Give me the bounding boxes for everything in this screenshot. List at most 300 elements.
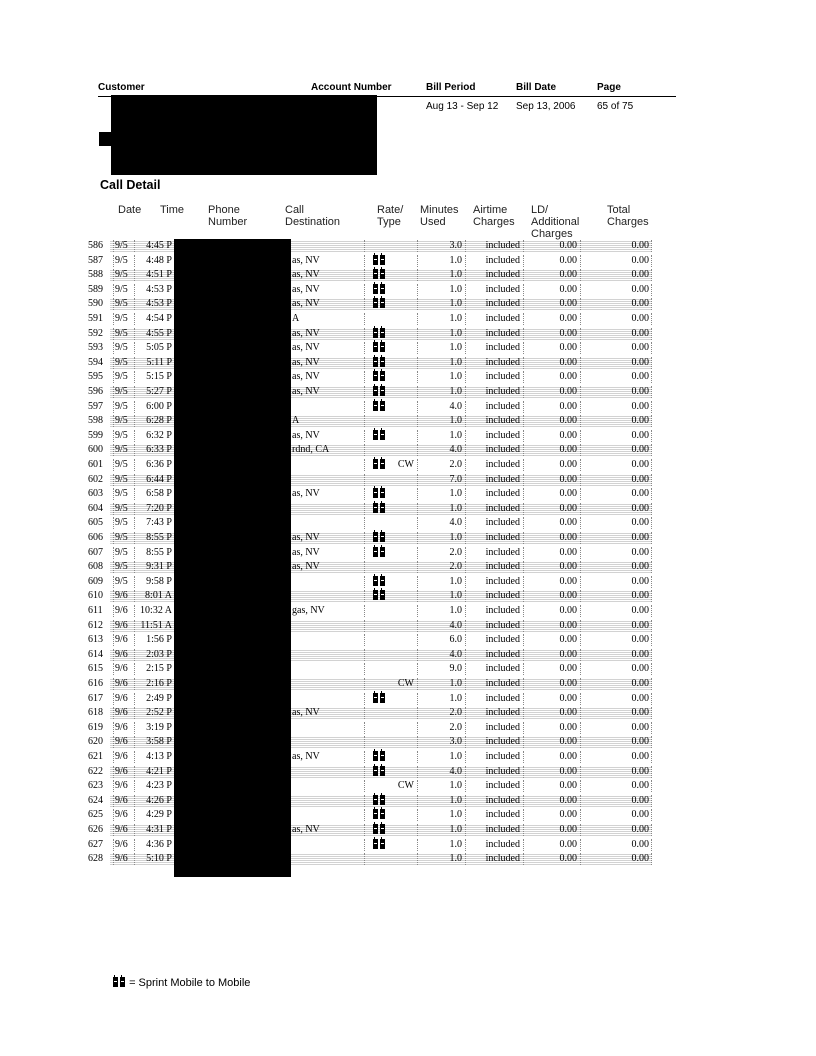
column-separator [364,386,365,398]
column-separator [364,328,365,340]
sprint-mobile-to-mobile-icon [112,977,126,987]
column-separator [134,386,135,398]
column-separator [651,590,652,602]
column-separator [580,444,581,456]
column-separator [364,809,365,821]
airtime-charges: included [485,721,520,733]
ld-charges: 0.00 [559,575,577,587]
ld-charges: 0.00 [559,751,577,762]
column-separator [417,342,418,354]
column-separator [113,722,114,734]
column-separator [580,488,581,500]
row-number: 621 [88,751,103,762]
airtime-charges: included [485,575,520,587]
airtime-charges: included [485,751,520,762]
column-separator [134,620,135,632]
minutes-used: 2.0 [449,707,462,719]
total-charges: 0.00 [631,298,649,310]
column-separator [134,649,135,661]
minutes-used: 1.0 [449,809,462,821]
column-separator [417,576,418,588]
call-time: 5:27 P [146,386,172,397]
column-separator [580,634,581,646]
column-separator [134,328,135,340]
section-title: Call Detail [100,178,161,192]
column-separator [465,474,466,486]
column-separator [113,780,114,792]
column-separator [134,488,135,500]
minutes-used: 1.0 [449,371,462,383]
column-separator [417,736,418,748]
call-time: 7:20 P [146,502,172,514]
column-separator [417,298,418,310]
minutes-used: 1.0 [449,605,462,616]
total-charges: 0.00 [631,780,649,792]
page-value: 65 of 75 [597,101,634,112]
column-separator [465,839,466,851]
sprint-mobile-to-mobile-icon [372,750,392,765]
minutes-used: 3.0 [449,736,462,748]
column-separator [364,605,365,617]
column-separator [364,532,365,544]
minutes-used: 2.0 [449,721,462,733]
ld-charges: 0.00 [559,707,577,719]
column-separator [134,284,135,296]
column-separator [651,766,652,778]
total-charges: 0.00 [631,371,649,383]
row-number: 590 [88,298,103,310]
row-number: 598 [88,415,103,427]
column-separator [580,401,581,413]
column-separator [465,751,466,763]
total-charges: 0.00 [631,283,649,295]
call-time: 2:52 P [146,707,172,719]
ld-charges: 0.00 [559,400,577,412]
column-separator [113,474,114,486]
column-separator [580,853,581,865]
total-charges: 0.00 [631,721,649,733]
minutes-used: 1.0 [449,254,462,266]
column-separator [580,678,581,690]
column-separator [113,693,114,705]
total-charges: 0.00 [631,517,649,529]
airtime-charges: included [485,678,520,689]
table-row [0,531,816,545]
ld-charges: 0.00 [559,488,577,500]
call-date: 9/6 [115,809,128,821]
column-separator [651,284,652,296]
table-row [0,516,816,530]
column-separator [417,255,418,267]
airtime-charges: included [485,313,520,324]
column-separator [134,634,135,646]
column-separator [364,722,365,734]
column-separator [113,401,114,413]
column-separator [651,678,652,690]
column-separator [651,722,652,734]
table-row [0,765,816,779]
call-date: 9/6 [115,605,128,616]
column-separator [465,663,466,675]
column-separator [417,444,418,456]
column-separator [465,780,466,792]
column-separator [580,371,581,383]
airtime-charges: included [485,327,520,339]
column-separator [364,240,365,252]
airtime-charges: included [485,546,520,558]
total-charges: 0.00 [631,269,649,281]
column-separator [580,328,581,340]
column-separator [134,371,135,383]
column-separator [417,240,418,252]
column-separator [134,255,135,267]
column-separator [580,503,581,515]
total-charges: 0.00 [631,648,649,660]
column-separator [651,736,652,748]
column-separator [580,605,581,617]
column-separator [417,824,418,836]
column-separator [134,474,135,486]
column-separator [113,313,114,325]
ld-charges: 0.00 [559,619,577,631]
column-separator [465,488,466,500]
column-separator [465,693,466,705]
column-separator [651,328,652,340]
column-separator [134,401,135,413]
column-separator [134,605,135,617]
column-separator [651,839,652,851]
col-head-time: Time [160,204,185,216]
call-destination: as, NV [292,283,320,295]
row-number: 616 [88,678,103,689]
ld-charges: 0.00 [559,502,577,514]
sprint-mobile-to-mobile-icon [372,487,392,502]
column-separator [651,561,652,573]
column-separator [134,517,135,529]
column-separator [465,809,466,821]
table-row [0,794,816,808]
total-charges: 0.00 [631,692,649,704]
call-date: 9/5 [115,254,128,266]
table-row [0,633,816,647]
minutes-used: 4.0 [449,619,462,631]
table-row [0,721,816,735]
sprint-mobile-to-mobile-icon [372,356,392,371]
call-time: 8:55 P [146,546,172,558]
call-date: 9/5 [115,561,128,573]
call-date: 9/5 [115,342,128,354]
minutes-used: 1.0 [449,838,462,850]
ld-charges: 0.00 [559,605,577,616]
column-separator [134,342,135,354]
ld-charges: 0.00 [559,765,577,777]
call-destination: as, NV [292,546,320,558]
row-number: 586 [88,240,103,251]
row-number: 605 [88,517,103,529]
total-charges: 0.00 [631,838,649,850]
call-date: 9/6 [115,751,128,762]
call-date: 9/5 [115,240,128,251]
minutes-used: 9.0 [449,663,462,675]
airtime-charges: included [485,283,520,295]
call-destination: as, NV [292,561,320,573]
column-separator [364,357,365,369]
column-separator [417,663,418,675]
row-number: 592 [88,327,103,339]
row-number: 591 [88,313,103,324]
column-separator [465,736,466,748]
minutes-used: 1.0 [449,692,462,704]
column-separator [113,459,114,471]
column-separator [651,459,652,471]
column-separator [364,839,365,851]
table-row [0,385,816,399]
total-charges: 0.00 [631,663,649,675]
row-number: 615 [88,663,103,675]
column-separator [651,255,652,267]
call-destination: as, NV [292,707,320,719]
column-separator [364,313,365,325]
column-separator [580,459,581,471]
column-separator [113,663,114,675]
column-separator [417,590,418,602]
column-separator [417,678,418,690]
call-destination: as, NV [292,269,320,281]
column-separator [580,415,581,427]
ld-charges: 0.00 [559,254,577,266]
account-number-label: Account Number [311,82,392,93]
ld-charges: 0.00 [559,663,577,675]
column-separator [465,634,466,646]
column-separator [417,415,418,427]
total-charges: 0.00 [631,429,649,441]
row-number: 609 [88,575,103,587]
call-time: 6:28 P [146,415,172,427]
call-time: 4:48 P [146,254,172,266]
call-time: 6:58 P [146,488,172,500]
call-time: 9:31 P [146,561,172,573]
airtime-charges: included [485,794,520,806]
minutes-used: 7.0 [449,473,462,485]
row-number: 604 [88,502,103,514]
total-charges: 0.00 [631,619,649,631]
call-date: 9/6 [115,663,128,675]
column-separator [113,517,114,529]
ld-charges: 0.00 [559,342,577,354]
column-separator [364,415,365,427]
legend [112,976,250,989]
table-row [0,604,816,618]
column-separator [580,357,581,369]
row-number: 618 [88,707,103,719]
column-separator [364,853,365,865]
column-separator [113,532,114,544]
sprint-mobile-to-mobile-icon [372,838,392,853]
ld-charges: 0.00 [559,429,577,441]
column-separator [134,357,135,369]
col-head-airtime: Airtime Charges [473,204,515,228]
column-separator [651,620,652,632]
column-separator [364,284,365,296]
airtime-charges: included [485,459,520,470]
row-number: 596 [88,386,103,397]
column-separator [134,751,135,763]
column-separator [651,547,652,559]
column-separator [417,357,418,369]
sprint-mobile-to-mobile-icon [372,268,392,283]
call-time: 6:00 P [146,400,172,412]
column-separator [651,401,652,413]
column-separator [465,649,466,661]
minutes-used: 1.0 [449,386,462,397]
col-head-phone: Phone Number [208,204,248,228]
column-separator [134,707,135,719]
call-time: 8:01 A [145,590,172,602]
column-separator [113,357,114,369]
column-separator [651,605,652,617]
column-separator [651,809,652,821]
minutes-used: 1.0 [449,853,462,865]
column-separator [134,722,135,734]
customer-label: Customer [98,82,145,93]
row-number: 624 [88,794,103,806]
column-separator [651,444,652,456]
column-separator [651,474,652,486]
column-separator [417,853,418,865]
call-date: 9/6 [115,780,128,792]
column-separator [651,342,652,354]
row-number: 603 [88,488,103,500]
sprint-mobile-to-mobile-icon [372,400,392,415]
column-separator [580,590,581,602]
column-separator [364,693,365,705]
col-head-ld: LD/ Additional Charges [531,204,580,240]
col-head-total: Total Charges [607,204,649,228]
row-number: 599 [88,429,103,441]
ld-charges: 0.00 [559,736,577,748]
column-separator [113,795,114,807]
bill-date-label: Bill Date [516,82,557,93]
column-separator [465,444,466,456]
column-separator [465,269,466,281]
ld-charges: 0.00 [559,283,577,295]
column-separator [134,547,135,559]
column-separator [580,751,581,763]
page-label: Page [597,82,621,93]
column-separator [364,634,365,646]
total-charges: 0.00 [631,561,649,573]
column-separator [580,240,581,252]
call-destination: rdnd, CA [292,444,330,456]
column-separator [113,488,114,500]
column-separator [113,678,114,690]
minutes-used: 4.0 [449,648,462,660]
customer-redaction-edge [99,132,113,146]
column-separator [651,824,652,836]
column-separator [465,401,466,413]
call-destination: as, NV [292,488,320,500]
column-separator [580,313,581,325]
minutes-used: 4.0 [449,444,462,456]
minutes-used: 6.0 [449,634,462,646]
call-time: 7:43 P [146,517,172,529]
total-charges: 0.00 [631,386,649,397]
col-head-date: Date [118,204,142,216]
column-separator [465,620,466,632]
call-date: 9/5 [115,429,128,441]
airtime-charges: included [485,692,520,704]
column-separator [364,620,365,632]
ld-charges: 0.00 [559,356,577,368]
ld-charges: 0.00 [559,532,577,543]
total-charges: 0.00 [631,605,649,616]
column-separator [417,269,418,281]
total-charges: 0.00 [631,546,649,558]
column-separator [465,298,466,310]
airtime-charges: included [485,473,520,485]
table-row [0,589,816,603]
airtime-charges: included [485,429,520,441]
column-separator [364,678,365,690]
table-row [0,575,816,589]
column-separator [364,547,365,559]
table-row [0,838,816,852]
rate-type: CW [397,678,414,689]
call-time: 5:10 P [146,853,172,865]
column-separator [465,605,466,617]
airtime-charges: included [485,765,520,777]
column-separator [364,401,365,413]
call-time: 3:58 P [146,736,172,748]
table-row [0,502,816,516]
minutes-used: 1.0 [449,429,462,441]
table-row [0,341,816,355]
ld-charges: 0.00 [559,459,577,470]
table-row [0,429,816,443]
table-row [0,619,816,633]
call-time: 3:19 P [146,721,172,733]
call-time: 4:13 P [146,751,172,762]
table-row [0,400,816,414]
call-time: 5:11 P [146,356,172,368]
table-row [0,327,816,341]
column-separator [364,766,365,778]
total-charges: 0.00 [631,400,649,412]
call-time: 9:58 P [146,575,172,587]
table-row [0,239,816,253]
call-destination: A [292,313,300,324]
column-separator [580,386,581,398]
call-time: 4:31 P [146,824,172,835]
ld-charges: 0.00 [559,824,577,835]
row-number: 601 [88,459,103,470]
column-separator [134,576,135,588]
call-date: 9/5 [115,400,128,412]
call-time: 2:16 P [146,678,172,689]
column-separator [465,722,466,734]
column-separator [465,532,466,544]
minutes-used: 1.0 [449,794,462,806]
ld-charges: 0.00 [559,721,577,733]
table-row [0,297,816,311]
minutes-used: 3.0 [449,240,462,251]
call-time: 10:32 A [140,605,172,616]
column-separator [417,809,418,821]
sprint-mobile-to-mobile-icon [372,370,392,385]
column-separator [364,576,365,588]
column-separator [580,795,581,807]
column-separator [134,561,135,573]
